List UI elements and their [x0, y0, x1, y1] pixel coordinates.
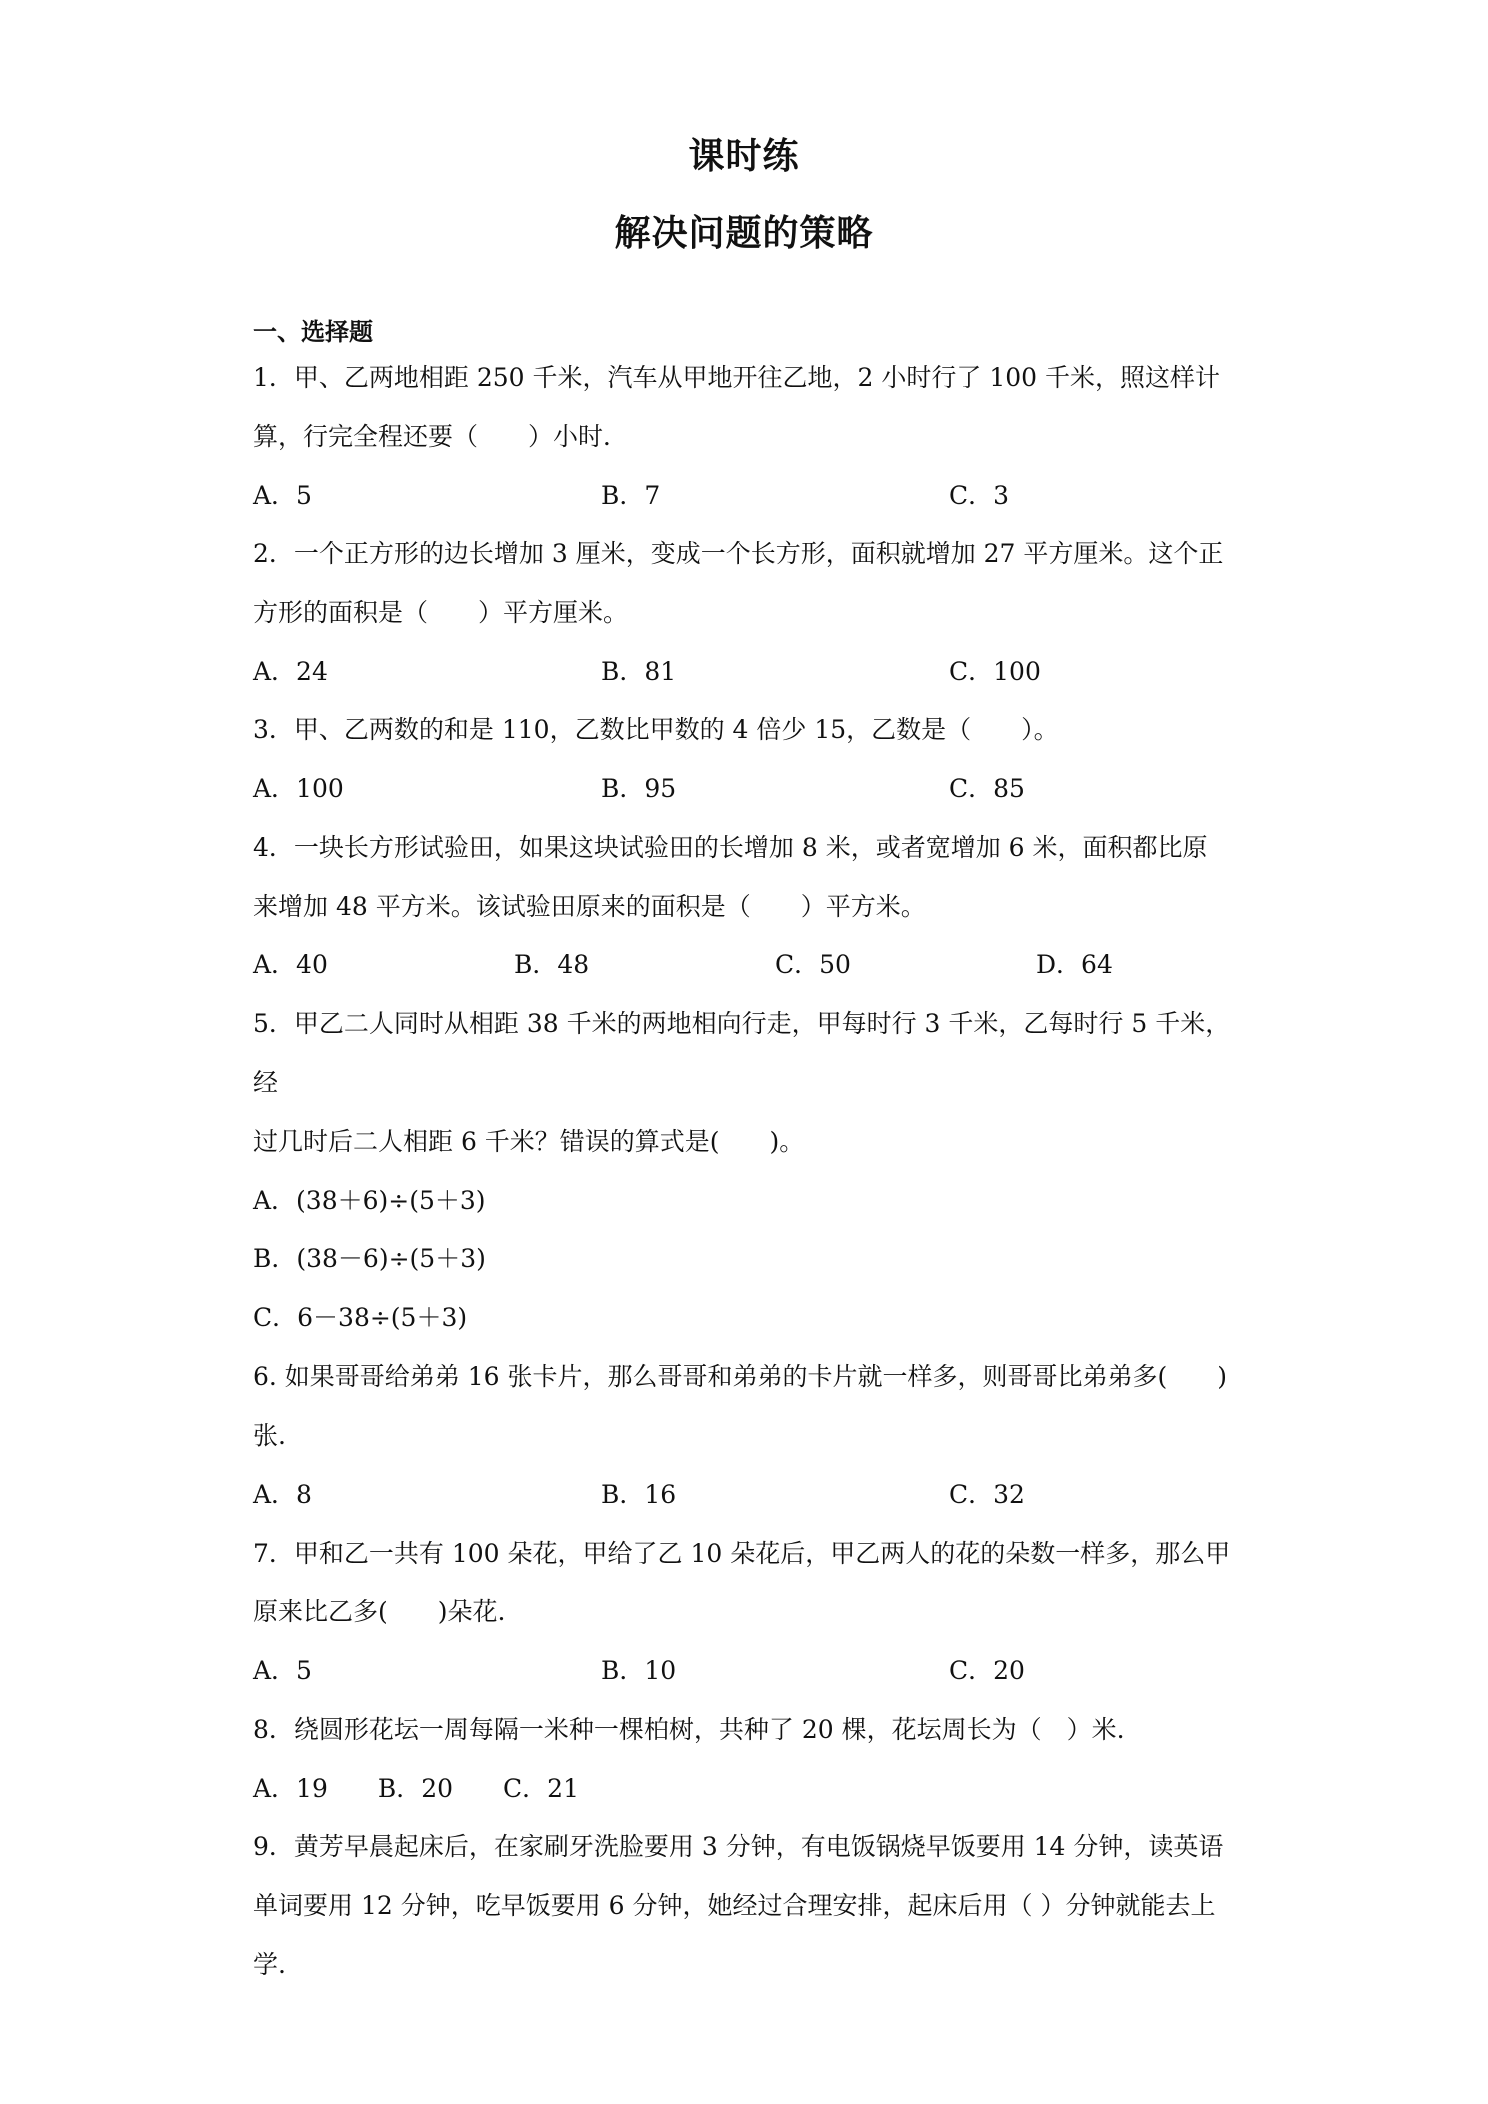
question-3-option-c: C．85	[949, 774, 1025, 803]
question-5-line-3: 过几时后二人相距 6 千米？错误的算式是( )。	[253, 1127, 805, 1156]
question-1-option-b: B．7	[601, 481, 661, 510]
question-4-option-b: B．48	[514, 950, 590, 979]
question-3-option-a: A．100	[253, 774, 344, 803]
question-1-line-1: 1．甲、乙两地相距 250 千米，汽车从甲地开往乙地，2 小时行了 100 千米，照这样计	[253, 363, 1220, 392]
page-title: 课时练	[688, 136, 800, 177]
question-3-line-1: 3．甲、乙两数的和是 110，乙数比甲数的 4 倍少 15，乙数是（ ）。	[253, 715, 1059, 744]
page-subtitle: 解决问题的策略	[614, 213, 874, 254]
question-6-line-2: 张.	[253, 1421, 286, 1450]
question-2-option-c: C．100	[949, 657, 1041, 686]
question-9-line-2: 单词要用 12 分钟，吃早饭要用 6 分钟，她经过合理安排，起床后用（ ）分钟就能去上	[253, 1891, 1216, 1920]
question-5-option-a: A．(38＋6)÷(5＋3)	[253, 1186, 486, 1215]
question-5-option-c: C．6－38÷(5＋3)	[253, 1303, 468, 1332]
question-7-line-2: 原来比乙多( )朵花.	[253, 1597, 506, 1626]
question-7-option-b: B．10	[601, 1656, 677, 1685]
question-5-option-b: B．(38－6)÷(5＋3)	[253, 1244, 486, 1273]
question-4-line-1: 4．一块长方形试验田，如果这块试验田的长增加 8 米，或者宽增加 6 米，面积都比原	[253, 833, 1208, 862]
question-4-option-a: A．40	[253, 950, 328, 979]
question-4-option-c: C．50	[775, 950, 851, 979]
question-6-option-b: B．16	[601, 1480, 677, 1509]
question-6-option-a: A．8	[253, 1480, 312, 1509]
question-6-line-1: 6. 如果哥哥给弟弟 16 张卡片，那么哥哥和弟弟的卡片就一样多，则哥哥比弟弟多( )	[253, 1362, 1228, 1391]
question-9-line-3: 学.	[253, 1950, 286, 1979]
question-2-option-b: B．81	[601, 657, 677, 686]
question-8-line-1: 8．绕圆形花坛一周每隔一米种一棵柏树，共种了 20 棵，花坛周长为（ ）米.	[253, 1715, 1125, 1744]
question-4-line-2: 来增加 48 平方米。该试验田原来的面积是（ ）平方米。	[253, 892, 926, 921]
section-heading: 一、选择题	[253, 318, 373, 346]
question-2-option-a: A．24	[253, 657, 328, 686]
question-1-line-2: 算，行完全程还要（ ）小时．	[253, 422, 629, 451]
question-7-line-1: 7．甲和乙一共有 100 朵花，甲给了乙 10 朵花后，甲乙两人的花的朵数一样多，那么甲	[253, 1539, 1231, 1568]
question-5-line-1: 5．甲乙二人同时从相距 38 千米的两地相向行走，甲每时行 3 千米，乙每时行 5 千米，	[253, 1009, 1231, 1038]
question-9-line-1: 9．黄芳早晨起床后，在家刷牙洗脸要用 3 分钟，有电饭锅烧早饭要用 14 分钟，读英语	[253, 1832, 1224, 1861]
question-8-options: A．19 B．20 C．21	[253, 1774, 579, 1803]
question-4-option-d: D．64	[1036, 950, 1113, 979]
question-7-option-c: C．20	[949, 1656, 1025, 1685]
question-5-line-2: 经	[253, 1068, 279, 1097]
question-1-option-c: C．3	[949, 481, 1010, 510]
question-6-option-c: C．32	[949, 1480, 1025, 1509]
question-1-option-a: A．5	[253, 481, 312, 510]
question-3-option-b: B．95	[601, 774, 677, 803]
question-7-option-a: A．5	[253, 1656, 312, 1685]
question-2-line-2: 方形的面积是（ ）平方厘米。	[253, 598, 629, 627]
question-2-line-1: 2．一个正方形的边长增加 3 厘米，变成一个长方形，面积就增加 27 平方厘米。这个正	[253, 539, 1224, 568]
